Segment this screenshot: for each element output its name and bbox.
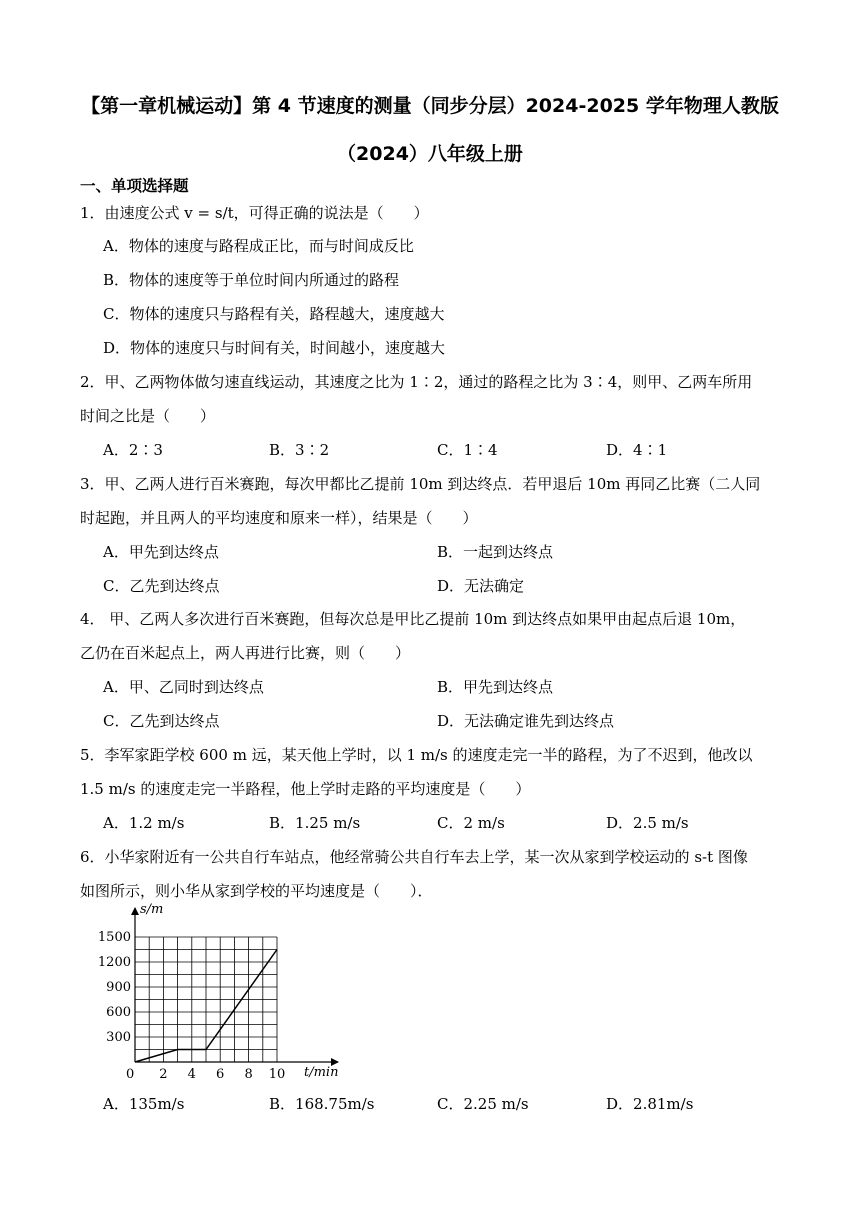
question-5-stem-line1: 5．李军家距学校 600 m 远，某天他上学时，以 1 m/s 的速度走完一半的路程，为了不迟到，他改以	[80, 746, 753, 764]
y-tick-label: 600	[106, 1005, 131, 1020]
question-4-option-d: D．无法确定谁先到达终点	[437, 712, 615, 730]
x-tick-label: 4	[187, 1067, 196, 1082]
document-title-line2: （2024）八年级上册	[337, 143, 523, 165]
question-5-option-d: D．2.5 m/s	[606, 814, 689, 832]
question-4-option-a: A．甲、乙同时到达终点	[103, 678, 264, 696]
x-tick-label: 8	[244, 1067, 253, 1082]
x-axis-label: t/min	[304, 1065, 339, 1080]
question-1-option-c: C．物体的速度只与路程有关，路程越大，速度越大	[103, 305, 445, 323]
question-1-option-b: B．物体的速度等于单位时间内所通过的路程	[103, 271, 400, 289]
question-6-option-a: A．135m/s	[103, 1095, 185, 1113]
question-1-option-a: A．物体的速度与路程成正比，而与时间成反比	[103, 237, 414, 255]
question-6-option-d: D．2.81m/s	[606, 1095, 694, 1113]
question-3-option-d: D．无法确定	[437, 577, 525, 595]
x-tick-label: 10	[268, 1067, 286, 1082]
question-3-option-c: C．乙先到达终点	[103, 577, 220, 595]
question-2-option-a: A．2∶3	[103, 441, 163, 459]
question-2-stem-line1: 2．甲、乙两物体做匀速直线运动，其速度之比为 1∶2，通过的路程之比为 3∶4，则甲、乙两车所用	[80, 373, 753, 391]
question-5-option-b: B．1.25 m/s	[269, 814, 361, 832]
question-6-option-b: B．168.75m/s	[269, 1095, 375, 1113]
question-5-stem-line2: 1.5 m/s 的速度走完一半路程，他上学时走路的平均速度是（ ）	[80, 780, 531, 798]
question-3-option-a: A．甲先到达终点	[103, 543, 219, 561]
question-6-option-c: C．2.25 m/s	[437, 1095, 529, 1113]
question-4-stem-line2: 乙仍在百米起点上，两人再进行比赛，则（ ）	[80, 644, 411, 662]
question-3-stem-line1: 3．甲、乙两人进行百米赛跑，每次甲都比乙提前 10m 到达终点．若甲退后 10m 再同乙比赛（二人同	[80, 475, 761, 493]
y-tick-label: 300	[106, 1030, 131, 1045]
document-title-line1: 【第一章机械运动】第 4 节速度的测量（同步分层）2024-2025 学年物理人教版	[81, 95, 779, 117]
x-tick-label: 6	[216, 1067, 225, 1082]
question-3-option-b: B．一起到达终点	[437, 543, 554, 561]
question-1-stem: 1．由速度公式 v = s/t，可得正确的说法是（ ）	[80, 204, 429, 222]
question-5-option-a: A．1.2 m/s	[103, 814, 185, 832]
y-axis-label: s/m	[140, 902, 164, 917]
origin-label: 0	[126, 1067, 135, 1082]
question-4-option-b: B．甲先到达终点	[437, 678, 554, 696]
question-1-option-d: D．物体的速度只与时间有关，时间越小，速度越大	[103, 339, 446, 357]
question-2-option-b: B．3∶2	[269, 441, 330, 459]
st-graph	[90, 900, 350, 1090]
question-4-stem-line1: 4． 甲、乙两人多次进行百米赛跑，但每次总是甲比乙提前 10m 到达终点如果甲由起点后退 10m，	[80, 610, 746, 628]
question-6-stem-line1: 6．小华家附近有一公共自行车站点，他经常骑公共自行车去上学，某一次从家到学校运动的 s-t 图像	[80, 848, 748, 866]
section-heading: 一、单项选择题	[80, 177, 189, 195]
question-2-option-d: D．4∶1	[606, 441, 668, 459]
y-tick-label: 1200	[97, 955, 131, 970]
x-tick-label: 2	[159, 1067, 168, 1082]
question-6-stem-line2: 如图所示，则小华从家到学校的平均速度是（ ）．	[80, 882, 433, 900]
question-4-option-c: C．乙先到达终点	[103, 712, 220, 730]
y-tick-label: 1500	[97, 930, 131, 945]
question-5-option-c: C．2 m/s	[437, 814, 505, 832]
y-tick-label: 900	[106, 980, 131, 995]
question-3-stem-line2: 时起跑，并且两人的平均速度和原来一样），结果是（ ）	[80, 509, 478, 527]
question-2-option-c: C．1∶4	[437, 441, 498, 459]
question-2-stem-line2: 时间之比是（ ）	[80, 407, 216, 425]
